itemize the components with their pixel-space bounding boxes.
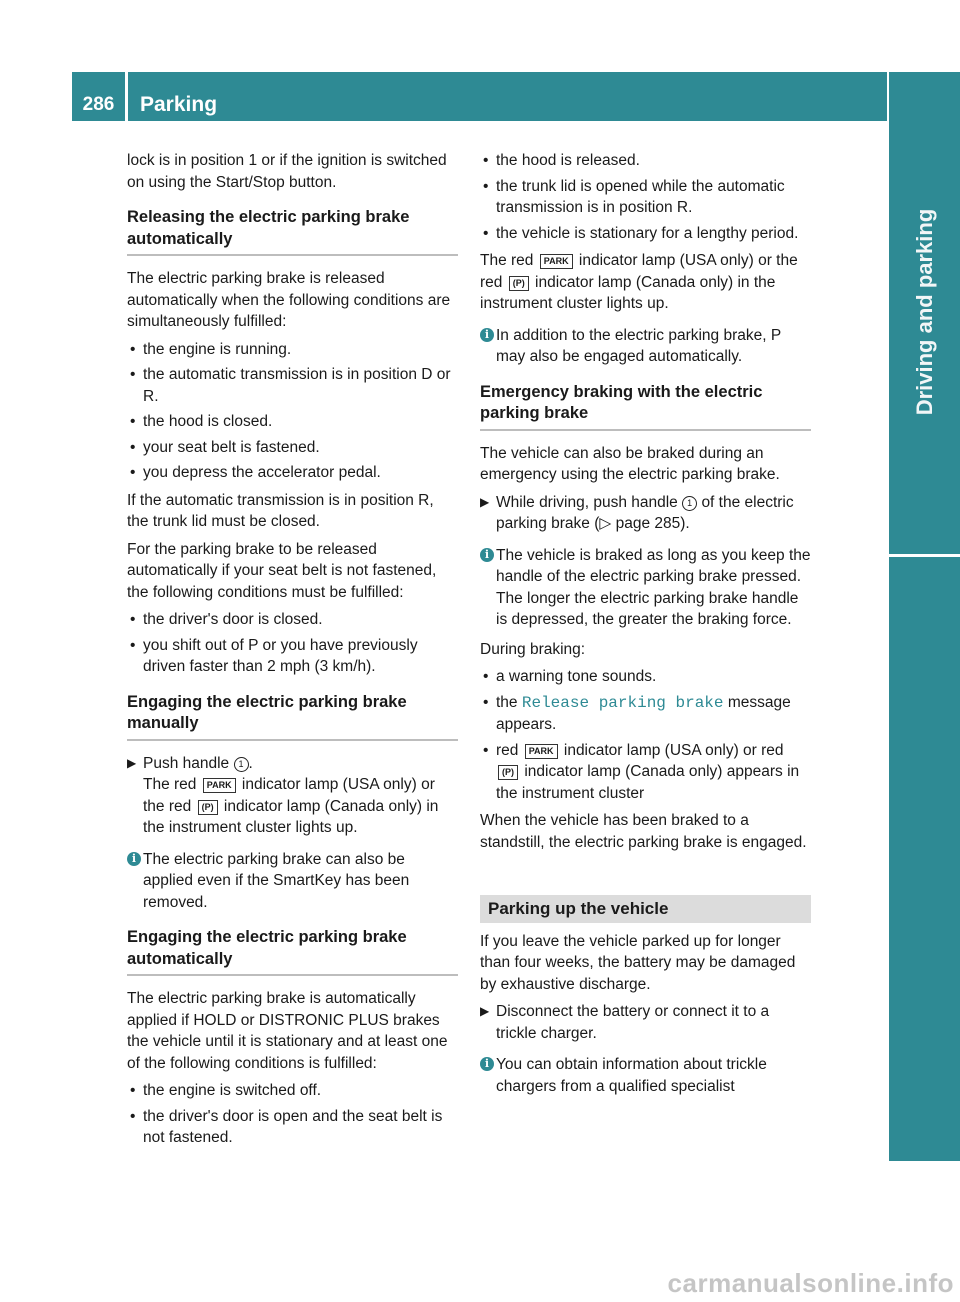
- list-item: • the engine is running.: [127, 339, 458, 361]
- right-column: [480, 150, 811, 1105]
- canada-lamp-icon: (P): [198, 800, 218, 815]
- list-item: • the Release parking brake message appears.: [480, 692, 811, 736]
- list-item: • red PARK indicator lamp (USA only) or red (P) indicator lamp (Canada only) appears in the instrument cluster: [480, 740, 811, 805]
- info-note: i The vehicle is braked as long as you keep the handle of the electric parking brake pressed. The longer the electric parking brake handle is depressed, the greater the braking force.: [480, 545, 811, 631]
- condition-list: [127, 609, 458, 678]
- handle-marker-icon: 1: [234, 757, 249, 772]
- side-tab-label: Driving and parking: [912, 208, 937, 416]
- list-item: • the driver's door is open and the seat belt is not fastened.: [127, 1106, 458, 1149]
- condition-list: [127, 1080, 458, 1149]
- instruction-step: ▶ While driving, push handle 1 of the electric parking brake (▷ page 285).: [480, 493, 794, 532]
- paragraph: The electric parking brake is automatically applied if HOLD or DISTRONIC PLUS brakes the vehicle until it is stationary and at least one of the following conditions is fulfilled:: [127, 990, 448, 1072]
- park-lamp-icon: PARK: [525, 744, 558, 759]
- paragraph: If you leave the vehicle parked up for longer than four weeks, the battery may be damaged by exhaustive discharge.: [480, 932, 796, 993]
- instruction-step: ▶ Push handle 1 . The red PARK indicator lamp (USA only) or the red (P) indicator lamp (Canada only) in the instrument cluster lights up.: [127, 754, 439, 836]
- section-title-engaging-manually: Engaging the electric parking brake manually: [127, 692, 458, 741]
- list-item: • your seat belt is fastened.: [127, 437, 458, 459]
- page-title: Parking: [140, 93, 218, 116]
- watermark: carmanualsonline.info: [667, 1268, 954, 1298]
- paragraph: When the vehicle has been braked to a standstill, the electric parking brake is engaged.: [480, 812, 807, 851]
- canada-lamp-icon: (P): [498, 765, 518, 780]
- list-item: • you shift out of P or you have previously driven faster than 2 mph (3 km/h).: [127, 635, 458, 678]
- page-number: 286: [82, 94, 115, 115]
- info-icon: i: [480, 1057, 494, 1071]
- list-item: • the vehicle is stationary for a lengthy period.: [480, 223, 811, 245]
- arrow-icon: ▶: [127, 755, 137, 770]
- paragraph: The electric parking brake is released automatically when the following conditions are simultaneously fulfilled:: [127, 270, 451, 330]
- section-title-engaging-automatically: Engaging the electric parking brake automatically: [127, 927, 458, 976]
- list-item: • the automatic transmission is in position D or R.: [127, 364, 458, 407]
- info-icon: i: [127, 852, 141, 866]
- info-icon: i: [480, 328, 494, 342]
- display-message: Release parking brake: [521, 693, 724, 712]
- list-item: • the hood is closed.: [127, 411, 458, 433]
- arrow-icon: ▶: [480, 494, 490, 509]
- arrow-icon: ▶: [480, 1004, 490, 1018]
- handle-marker-icon: 1: [682, 496, 697, 511]
- section-title-parking-up: Parking up the vehicle: [480, 895, 811, 923]
- condition-list: [480, 150, 811, 244]
- paragraph: If the automatic transmission is in position R, the trunk lid must be closed.: [127, 491, 434, 530]
- section-title-emergency-braking: Emergency braking with the electric parking brake: [480, 382, 811, 431]
- section-title-releasing: Releasing the electric parking brake automatically: [127, 207, 458, 256]
- park-lamp-icon: PARK: [540, 254, 573, 269]
- list-item: • a warning tone sounds.: [480, 666, 811, 688]
- list-item: • the trunk lid is opened while the automatic transmission is in position R.: [480, 176, 811, 219]
- info-note: i You can obtain information about trickle chargers from a qualified specialist: [480, 1054, 811, 1097]
- intro-text: lock is in position 1 or if the ignition is switched on using the Start/Stop button.: [127, 152, 447, 191]
- list-item: • the hood is released.: [480, 150, 811, 172]
- paragraph: During braking:: [480, 640, 586, 658]
- info-icon: i: [480, 548, 494, 562]
- canada-lamp-icon: (P): [509, 276, 529, 291]
- paragraph: The red PARK indicator lamp (USA only) or the red (P) indicator lamp (Canada only) in the instrument cluster lights up.: [480, 252, 798, 312]
- list-item: • you depress the accelerator pedal.: [127, 462, 458, 484]
- left-column: [127, 150, 458, 1155]
- instruction-step: ▶ Disconnect the battery or connect it to a trickle charger.: [480, 1003, 770, 1042]
- header-divider: [125, 72, 128, 121]
- paragraph: For the parking brake to be released automatically if your seat belt is not fastened, the following conditions must be fulfilled:: [127, 540, 437, 601]
- list-item: • the engine is switched off.: [127, 1080, 458, 1102]
- info-note: i In addition to the electric parking brake, P may also be engaged automatically.: [480, 325, 811, 368]
- info-note: i The electric parking brake can also be applied even if the SmartKey has been removed.: [127, 849, 458, 914]
- braking-list: [480, 666, 811, 804]
- park-lamp-icon: PARK: [203, 778, 236, 793]
- paragraph: The vehicle can also be braked during an emergency using the electric parking brake.: [480, 444, 780, 483]
- side-tab-strip: [889, 554, 960, 1161]
- condition-list: [127, 339, 458, 484]
- list-item: • the driver's door is closed.: [127, 609, 458, 631]
